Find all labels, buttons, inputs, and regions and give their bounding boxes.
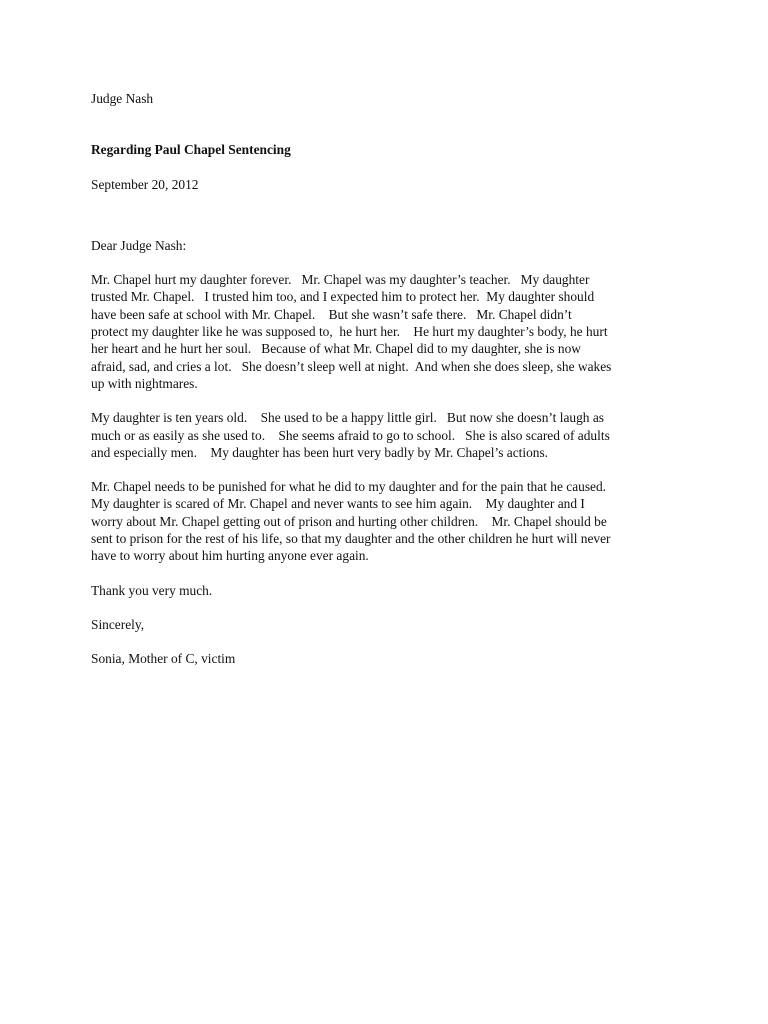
paragraph-line: afraid, sad, and cries a lot. She doesn’t sleep well at night. And when she does sleep, she wakes bbox=[91, 358, 612, 374]
paragraph-line: sent to prison for the rest of his life, so that my daughter and the other children he hurt will never bbox=[91, 531, 611, 547]
paragraph-line: have to worry about him hurting anyone ever again. bbox=[91, 548, 369, 564]
paragraph-line: Mr. Chapel needs to be punished for what he did to my daughter and for the pain that he caused. bbox=[91, 479, 607, 495]
paragraph-line: her heart and he hurt her soul. Because of what Mr. Chapel did to my daughter, she is now bbox=[91, 341, 581, 357]
paragraph-2 bbox=[91, 409, 689, 461]
paragraph-line: My daughter is ten years old. She used to be a happy little girl. But now she doesn’t laugh as bbox=[91, 410, 604, 426]
letter-date: September 20, 2012 bbox=[91, 176, 199, 192]
salutation: Dear Judge Nash: bbox=[91, 237, 187, 253]
signature-line: Sonia, Mother of C, victim bbox=[91, 651, 236, 667]
paragraph-line: much or as easily as she used to. She seems afraid to go to school. She is also scared of adults bbox=[91, 427, 610, 443]
paragraph-line: up with nightmares. bbox=[91, 375, 198, 391]
paragraph-line: have been safe at school with Mr. Chapel. But she wasn’t safe there. Mr. Chapel didn’t bbox=[91, 306, 572, 322]
letter-body bbox=[91, 90, 689, 668]
paragraph-line: Mr. Chapel hurt my daughter forever. Mr. Chapel was my daughter’s teacher. My daughter bbox=[91, 272, 590, 288]
thanks-line: Thank you very much. bbox=[91, 582, 213, 598]
paragraph-line: trusted Mr. Chapel. I trusted him too, and I expected him to protect her. My daughter should bbox=[91, 289, 595, 305]
paragraph-line: protect my daughter like he was supposed to, he hurt her. He hurt my daughter’s body, he hurt bbox=[91, 324, 608, 340]
recipient: Judge Nash bbox=[91, 91, 154, 106]
paragraph-1 bbox=[91, 271, 689, 392]
paragraph-line: and especially men. My daughter has been hurt very badly by Mr. Chapel’s actions. bbox=[91, 444, 549, 460]
paragraph-3 bbox=[91, 478, 689, 564]
paragraph-line: worry about Mr. Chapel getting out of prison and hurting other children. Mr. Chapel should be bbox=[91, 513, 607, 529]
subject-line: Regarding Paul Chapel Sentencing bbox=[91, 142, 291, 158]
paragraph-line: My daughter is scared of Mr. Chapel and never wants to see him again. My daughter and I bbox=[91, 496, 585, 512]
closing-line: Sincerely, bbox=[91, 616, 145, 632]
